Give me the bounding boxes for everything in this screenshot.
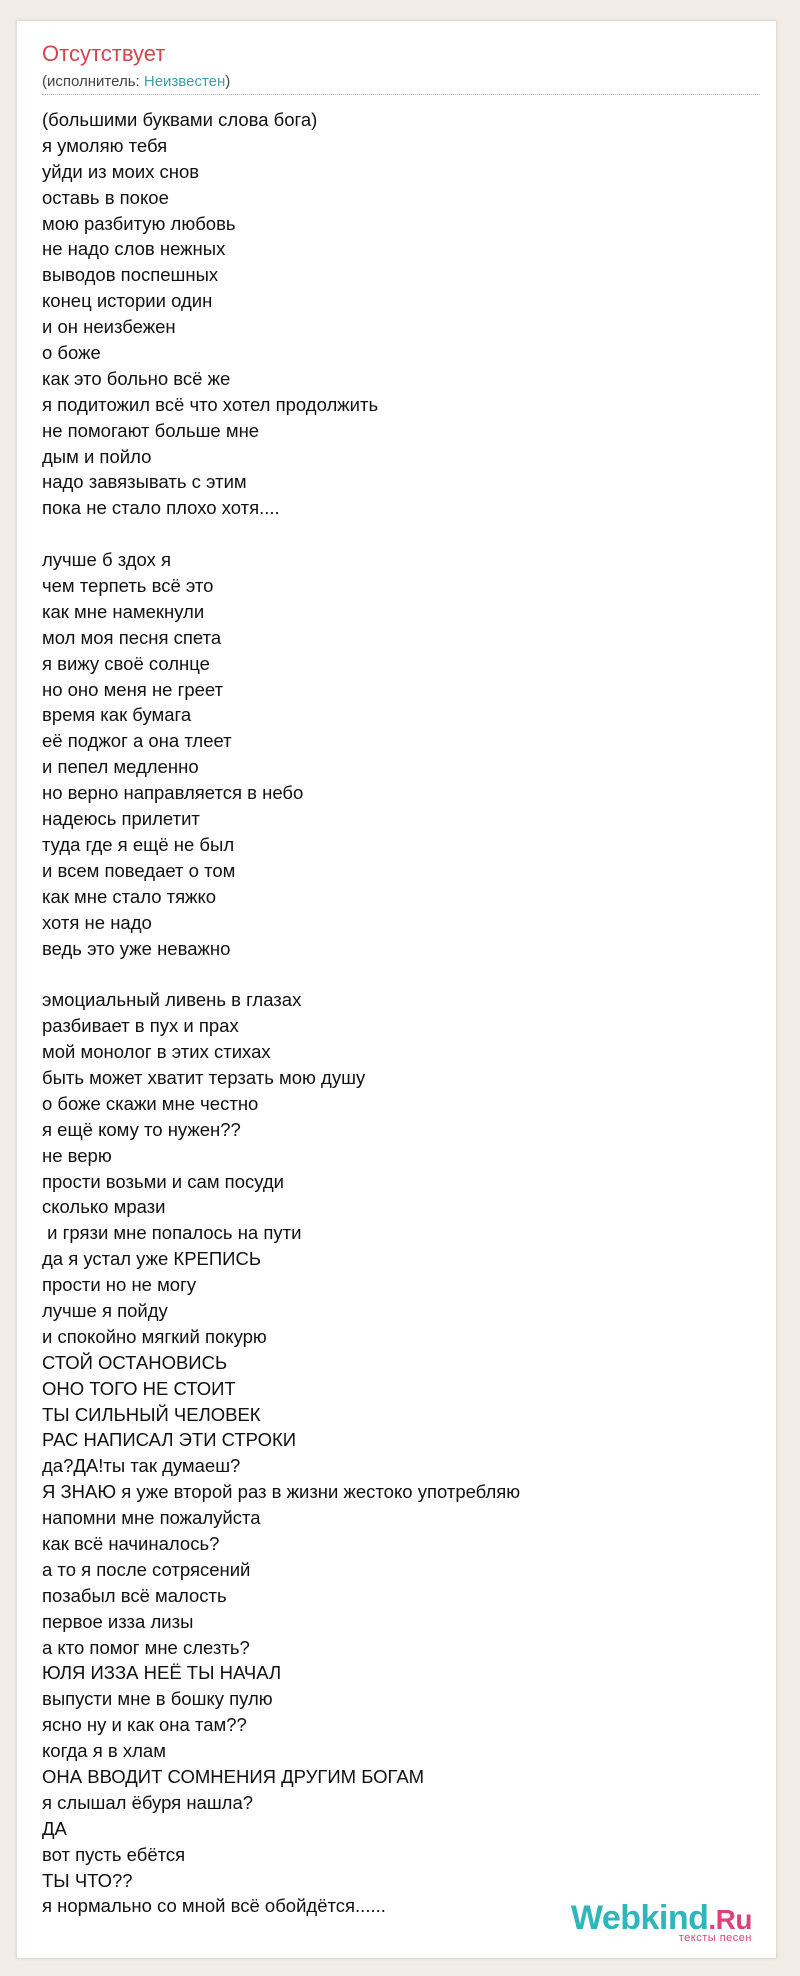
lyric-line: СТОЙ ОСТАНОВИСЬ [42, 1351, 228, 1373]
lyrics-page [16, 20, 777, 1959]
lyric-line: надо завязывать с этим [42, 471, 247, 493]
site-logo[interactable] [571, 1901, 752, 1944]
lyric-line: лучше б здох я [42, 549, 172, 571]
lyric-line: как мне намекнули [42, 600, 205, 622]
artist-link[interactable]: Неизвестен [143, 73, 226, 90]
lyric-line: прости возьми и сам посуди [42, 1170, 284, 1192]
lyric-line: ЮЛЯ ИЗЗА НЕЁ ТЫ НАЧАЛ [42, 1662, 282, 1684]
lyric-line: о боже скажи мне честно [42, 1092, 259, 1114]
lyric-line: ДА [42, 1817, 67, 1839]
song-title: Отсутствует [42, 41, 166, 66]
lyric-line: ТЫ ЧТО?? [42, 1869, 133, 1891]
lyric-line: эмоциальный ливень в глазах [42, 989, 302, 1011]
lyric-line: надеюсь прилетит [42, 808, 200, 830]
lyric-line: и пепел медленно [42, 756, 199, 778]
lyric-line: оставь в покое [42, 186, 169, 208]
lyric-line: и он неизбежен [42, 316, 176, 338]
lyric-line: ведь это уже неважно [42, 937, 231, 959]
lyric-line: но оно меня не греет [42, 678, 224, 700]
artist-line [42, 74, 230, 89]
lyric-line: я ещё кому то нужен?? [42, 1118, 241, 1140]
artist-prefix: (исполнитель: [42, 73, 144, 90]
lyric-line: уйди из моих снов [42, 160, 200, 182]
lyric-line: как всё начиналось? [42, 1532, 220, 1554]
lyric-line: вот пусть ебётся [42, 1843, 186, 1865]
lyric-line: РАС НАПИСАЛ ЭТИ СТРОКИ [42, 1429, 297, 1451]
lyric-line: как это больно всё же [42, 367, 231, 389]
lyric-line: лучше я пойду [42, 1299, 168, 1321]
lyric-line: время как бумага [42, 704, 192, 726]
lyric-line: не надо слов нежных [42, 238, 226, 260]
lyric-line: сколько мрази [42, 1196, 166, 1218]
lyric-line: да?ДА!ты так думаеш? [42, 1455, 241, 1477]
lyric-line: хотя не надо [42, 911, 152, 933]
logo-name: Webkind [570, 1899, 709, 1937]
lyric-line: не верю [42, 1144, 112, 1166]
lyric-line: я нормально со мной всё обойдётся...... [42, 1895, 386, 1917]
lyric-line: разбивает в пух и прах [42, 1015, 239, 1037]
lyric-line: я вижу своё солнце [42, 652, 210, 674]
title-divider [42, 94, 760, 95]
lyric-line: ОНА ВВОДИТ СОМНЕНИЯ ДРУГИМ БОГАМ [42, 1766, 425, 1787]
lyric-line: когда я в хлам [42, 1740, 166, 1762]
lyric-line: не помогают больше мне [42, 419, 260, 441]
lyric-line: и грязи мне попалось на пути [42, 1222, 302, 1244]
lyric-blank-line [42, 521, 762, 547]
lyric-line: и всем поведает о том [42, 859, 236, 881]
lyric-line: напомни мне пожалуйста [42, 1507, 261, 1529]
logo-tld: .Ru [708, 1904, 752, 1935]
lyric-blank-line [42, 961, 762, 987]
lyric-line: прости но не могу [42, 1274, 197, 1296]
lyric-line: о боже [42, 342, 101, 364]
lyric-line: мол моя песня спета [42, 626, 222, 648]
lyric-line: ясно ну и как она там?? [42, 1714, 247, 1736]
lyric-line: выводов поспешных [42, 264, 219, 286]
lyric-line: а кто помог мне слезть? [42, 1636, 250, 1658]
lyric-line: Я ЗНАЮ я уже второй раз в жизни жестоко употребляю [42, 1481, 521, 1503]
lyric-line: конец истории один [42, 290, 213, 312]
lyric-line: (большими буквами слова бога) [42, 109, 318, 130]
lyric-line: выпусти мне в бошку пулю [42, 1688, 273, 1710]
lyric-line: я слышал ёбуря нашла? [42, 1791, 254, 1813]
lyric-line: дым и пойло [42, 445, 152, 467]
logo-tagline: тексты песен [678, 1932, 752, 1944]
lyric-line: туда где я ещё не был [42, 833, 235, 855]
lyric-line: ТЫ СИЛЬНЫЙ ЧЕЛОВЕК [42, 1403, 261, 1425]
lyric-line: как мне стало тяжко [42, 885, 217, 907]
logo-wordmark [571, 1901, 752, 1935]
lyric-line: я подитожил всё что хотел продолжить [42, 393, 379, 415]
lyric-line: и спокойно мягкий покурю [42, 1325, 267, 1347]
lyric-line: позабыл всё малость [42, 1584, 227, 1606]
lyric-line: пока не стало плохо хотя.... [42, 497, 280, 519]
lyric-line: я умоляю тебя [42, 134, 168, 156]
lyric-line: первое изза лизы [42, 1610, 194, 1632]
lyric-line: а то я после сотрясений [42, 1558, 251, 1580]
lyrics-body [42, 107, 762, 1919]
lyric-line: ОНО ТОГО НЕ СТОИТ [42, 1377, 236, 1399]
lyric-line: но верно направляется в небо [42, 782, 304, 804]
lyric-line: быть может хватит терзать мою душу [42, 1066, 366, 1088]
lyric-line: её поджог а она тлеет [42, 730, 232, 752]
lyric-line: мою разбитую любовь [42, 212, 236, 234]
lyric-line: мой монолог в этих стихах [42, 1041, 271, 1063]
artist-suffix: ) [225, 73, 231, 90]
lyric-line: чем терпеть всё это [42, 575, 214, 597]
lyric-line: да я устал уже КРЕПИСЬ [42, 1248, 261, 1270]
